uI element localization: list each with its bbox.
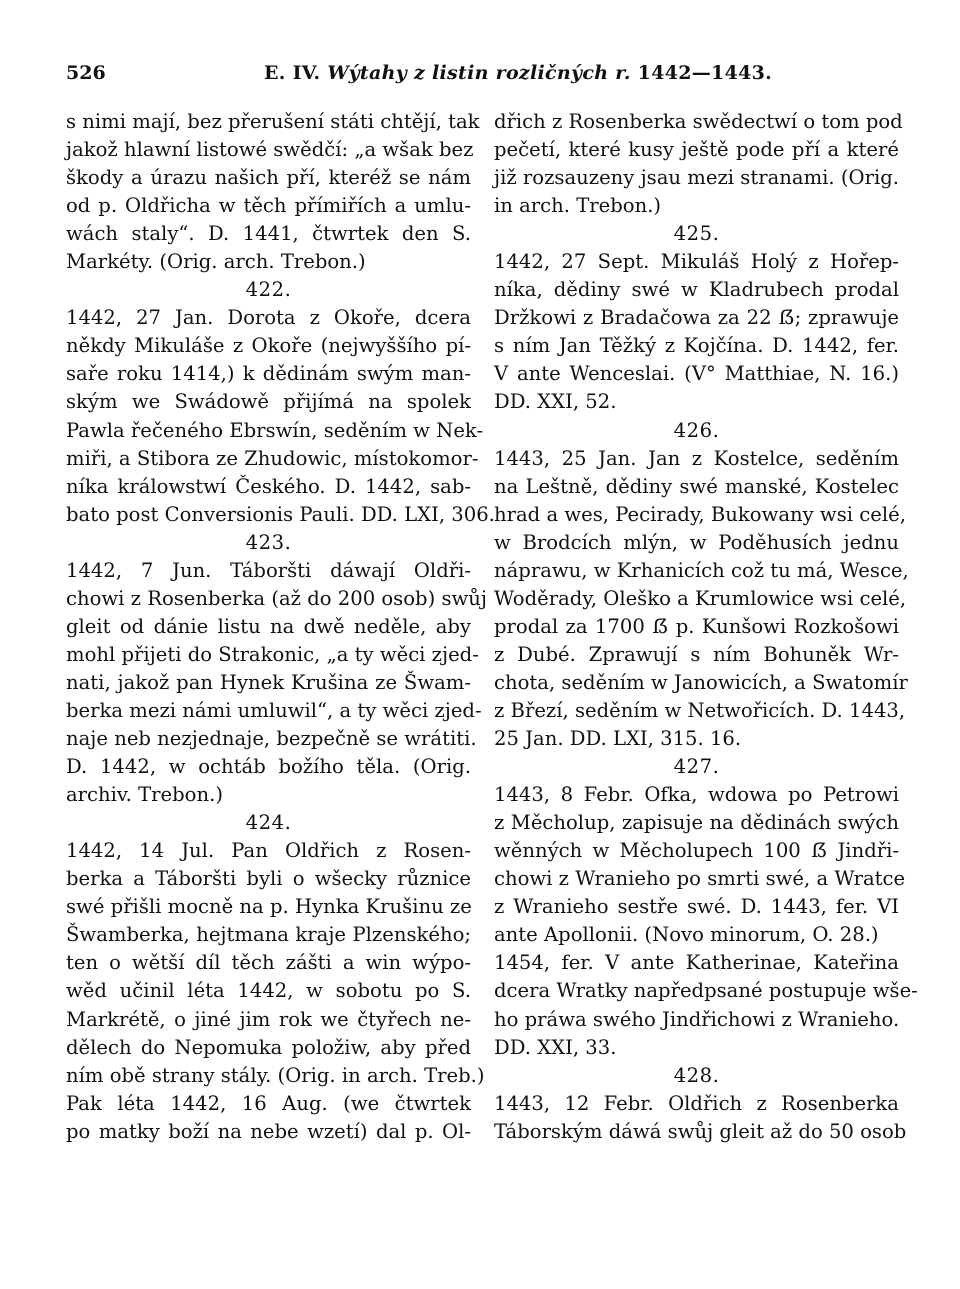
entry-number: 427.: [673, 755, 720, 779]
text-line: dřich z Rosenberka swědectwí o tom pod: [494, 110, 903, 133]
text-line: Markéty. (Orig. arch. Trebon.): [66, 250, 366, 274]
text-line: berka a Táboršti byli o wšecky různice: [66, 867, 471, 891]
text-line: ským we Swádowě přijímá na spolek: [66, 390, 471, 414]
text-line: prodal za 1700 ẞ p. Kunšowi Rozkošowi: [494, 614, 899, 638]
text-line: níka, dědiny swé w Kladrubech prodal: [494, 278, 899, 302]
text-line: hrad a wes, Pecirady, Bukowany wsi celé,: [494, 502, 906, 526]
text-line: in arch. Trebon.): [494, 194, 662, 218]
text-line: 1442, 14 Jul. Pan Oldřich z Rosen-: [66, 839, 471, 863]
running-header: [66, 62, 896, 92]
text-line: ten o wětší díl těch zášti a win wýpo-: [66, 951, 471, 975]
text-line: miři, a Stibora ze Zhudowic, místokomor-: [66, 446, 479, 470]
text-line: mohl přijeti do Strakonic, „a ty wěci zjed-: [66, 642, 479, 666]
text-line: wách staly“. D. 1441, čtwrtek den S.: [66, 222, 471, 246]
entry-number: 426.: [673, 418, 720, 442]
text-line: naje neb nezjednaje, bezpečně se wrátiti.: [66, 727, 477, 751]
left-column: [66, 108, 495, 1146]
text-line: 1443, 8 Febr. Ofka, wdowa po Petrowi: [494, 783, 899, 807]
text-line: ante Apollonii. (Novo minorum, O. 28.): [494, 923, 879, 947]
text-line: D. 1442, w ochtáb božího těla. (Orig.: [66, 755, 471, 779]
text-line: Woděrady, Oleško a Krumlowice wsi celé,: [494, 586, 907, 610]
header-title: [264, 62, 772, 84]
entry-number: 424.: [245, 811, 292, 835]
text-line: chowi z Rosenberka (až do 200 osob) swůj: [66, 586, 487, 610]
text-line: z Březí, seděním w Netwořicích. D. 1443,: [494, 698, 906, 722]
text-line: z Dubé. Zprawují s ním Bohuněk Wr-: [494, 642, 899, 666]
text-line: wěnných w Měcholupech 100 ẞ Jindři-: [494, 839, 899, 863]
text-line: dělech do Nepomuka položiw, aby před: [66, 1035, 471, 1059]
text-line: s nimi mají, bez přerušení státi chtějí, tak: [66, 110, 480, 133]
text-line: archiv. Trebon.): [66, 783, 223, 807]
text-line: 1442, 7 Jun. Táboršti dáwají Oldři-: [66, 558, 471, 582]
text-line: někdy Mikuláše z Okoře (nejwyššího pí-: [66, 334, 471, 358]
text-line: níka králowstwí Českého. D. 1442, sab-: [66, 474, 471, 498]
text-line: 1442, 27 Sept. Mikuláš Holý z Hořep-: [494, 250, 899, 274]
text-line: již rozsauzeny jsau mezi stranami. (Orig.: [494, 166, 899, 190]
text-line: bato post Conversionis Pauli. DD. LXI, 306.: [66, 502, 495, 526]
text-line: ním obě strany stály. (Orig. in arch. Treb.): [66, 1063, 485, 1087]
text-line: škody a úrazu našich pří, kteréž se nám: [66, 166, 471, 190]
text-line: chota, seděním w Janowicích, a Swatomír: [494, 670, 908, 694]
text-line: nati, jakož pan Hynek Krušina ze Šwam-: [66, 670, 471, 694]
text-line: V ante Wenceslai. (V° Matthiae, N. 16.): [494, 362, 899, 386]
text-line: dcera Wratky napředpsané postupuje wše-: [494, 979, 918, 1003]
text-line: pečetí, které kusy ještě pode pří a které: [494, 138, 899, 162]
text-line: 1442, 27 Jan. Dorota z Okoře, dcera: [66, 306, 471, 330]
text-line: Šwamberka, hejtmana kraje Plzenského;: [66, 923, 471, 947]
text-line: chowi z Wranieho po smrti swé, a Wratce: [494, 867, 906, 891]
text-line: berka mezi námi umluwil“, a ty wěci zjed-: [66, 698, 482, 722]
text-line: w Brodcích mlýn, w Poděhusích jednu: [494, 530, 899, 554]
entry-number: 428.: [673, 1063, 720, 1087]
text-line: gleit od dánie listu na dwě neděle, aby: [66, 614, 471, 638]
text-line: DD. XXI, 33.: [494, 1035, 617, 1059]
page-number: 526: [66, 62, 106, 84]
header-section: E. IV.: [264, 62, 321, 84]
text-line: 1443, 12 Febr. Oldřich z Rosenberka: [494, 1091, 899, 1115]
entry-number: 425.: [673, 222, 720, 246]
text-line: s ním Jan Těžký z Kojčína. D. 1442, fer.: [494, 334, 899, 358]
text-line: 1443, 25 Jan. Jan z Kostelce, seděním: [494, 446, 899, 470]
header-years: 1442—1443.: [637, 62, 773, 84]
text-line: wěd učinil léta 1442, w sobotu po S.: [66, 979, 471, 1003]
text-line: Pawla řečeného Ebrswín, seděním w Nek-: [66, 418, 484, 442]
text-line: Táborským dáwá swůj gleit až do 50 osob: [494, 1119, 907, 1143]
entry-number: 422.: [245, 278, 292, 302]
entry-number: 423.: [245, 530, 292, 554]
text-line: 1454, fer. V ante Katherinae, Kateřina: [494, 951, 899, 975]
header-title-italic: Wýtahy z listin rozličných r.: [327, 62, 631, 84]
text-line: z Wranieho sestře swé. D. 1443, fer. VI: [494, 895, 899, 919]
text-line: po matky boží na nebe wzetí) dal p. Ol-: [66, 1119, 471, 1143]
text-line: jakož hlawní listowé swědčí: „a wšak bez: [66, 138, 474, 162]
text-line: 25 Jan. DD. LXI, 315. 16.: [494, 727, 742, 751]
text-line: Markrétě, o jiné jim rok we čtyřech ne-: [66, 1007, 471, 1031]
text-line: swé přišli mocně na p. Hynka Krušinu ze: [66, 895, 472, 919]
text-line: náprawu, w Krhanicích což tu má, Wesce,: [494, 558, 909, 582]
text-line: Pak léta 1442, 16 Aug. (we čtwrtek: [66, 1091, 471, 1115]
text-line: ho práwa swého Jindřichowi z Wranieho.: [494, 1007, 900, 1031]
text-line: od p. Oldřicha w těch přímiřích a umlu-: [66, 194, 471, 218]
right-column: [494, 108, 918, 1146]
text-line: DD. XXI, 52.: [494, 390, 617, 414]
text-line: na Leštně, dědiny swé manské, Kostelec: [494, 474, 899, 498]
text-line: z Měcholup, zapisuje na dědinách swých: [494, 811, 899, 835]
text-line: Držkowi z Bradačowa za 22 ẞ; zprawuje: [494, 306, 899, 330]
text-line: saře roku 1414,) k dědinám swým man-: [66, 362, 471, 386]
